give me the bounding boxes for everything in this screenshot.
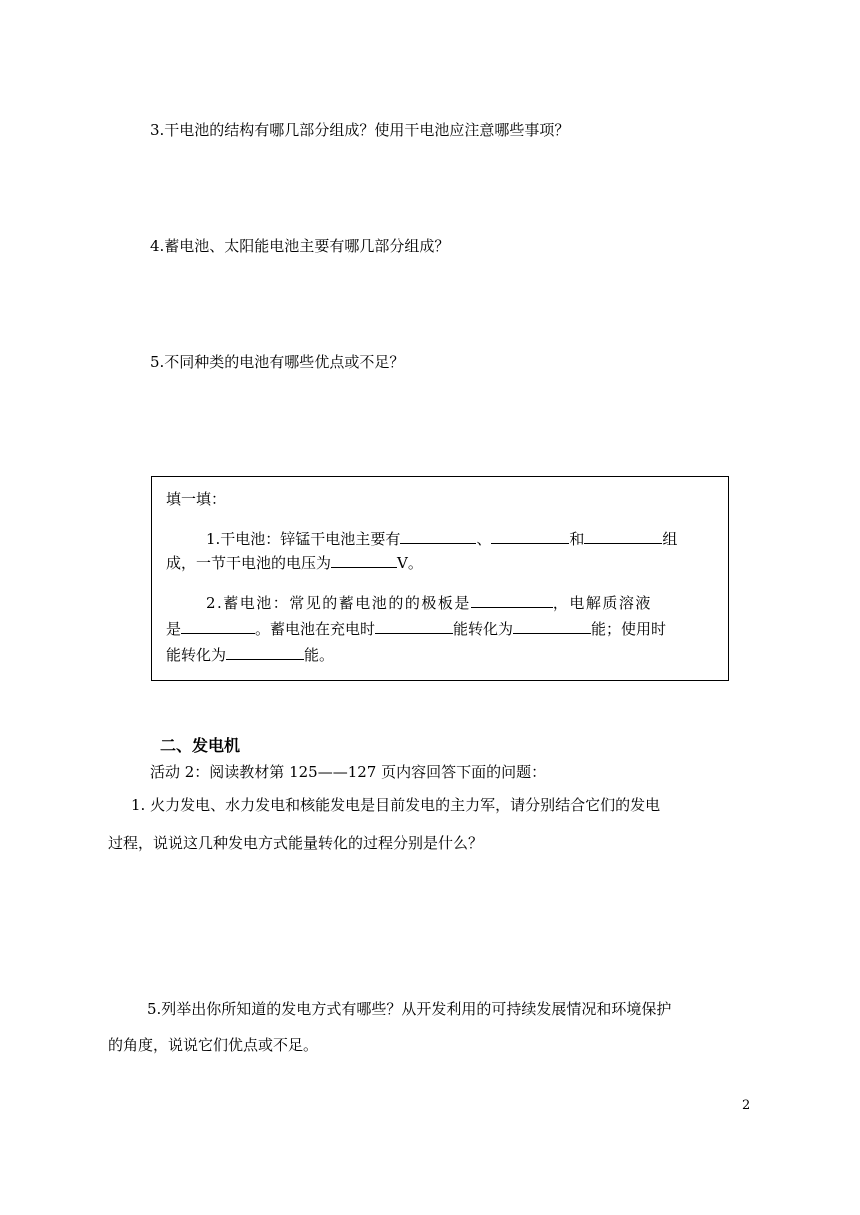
blank-plate[interactable] <box>471 591 553 608</box>
blank-electrolyte[interactable] <box>181 617 255 634</box>
question-5: 5.不同种类的电池有哪些优点或不足？ <box>150 353 405 371</box>
blank-2[interactable] <box>491 527 569 544</box>
fill-item-1-line-2 <box>166 551 423 573</box>
fill-item-1-line-1 <box>206 527 677 549</box>
fill-item-2-mid: ，电解质溶液 <box>552 594 652 612</box>
fill-in-box <box>151 476 729 681</box>
page-number: 2 <box>742 1098 751 1113</box>
fill-item-1-line2-prefix: 成，一节干电池的电压为 <box>166 554 332 572</box>
fill-item-2-line2-mid: 。蓄电池在充电时 <box>255 620 376 638</box>
blank-use-to[interactable] <box>226 643 304 660</box>
question-4: 4.蓄电池、太阳能电池主要有哪几部分组成？ <box>150 237 450 255</box>
fill-item-2-line3-mid: 能转化为 <box>166 646 227 664</box>
gen-question-5-line-1: 5.列举出你所知道的发电方式有哪些？从开发利用的可持续发展情况和环境保护 <box>147 1000 672 1018</box>
question-3: 3.干电池的结构有哪几部分组成？使用干电池应注意哪些事项？ <box>150 121 570 139</box>
fill-item-2-prefix: 2.蓄电池：常见的蓄电池的的极板是 <box>206 594 471 612</box>
gen-question-5-line-2: 的角度，说说它们优点或不足。 <box>108 1036 319 1054</box>
fill-item-2-line2-prefix: 是 <box>166 620 182 638</box>
fill-item-2-line-3 <box>166 643 334 665</box>
section-2-heading: 二、发电机 <box>160 736 241 755</box>
fill-item-1-prefix: 1.干电池：锌锰干电池主要有 <box>206 530 401 548</box>
fill-item-1-unit: V。 <box>397 554 423 572</box>
fill-item-2-line-1 <box>206 591 652 613</box>
blank-voltage[interactable] <box>331 551 397 568</box>
blank-charge-from[interactable] <box>375 617 453 634</box>
fill-item-1-end: 组 <box>662 530 678 548</box>
blank-1[interactable] <box>400 527 476 544</box>
gen-question-1-line-1: 1. 火力发电、水力发电和核能发电是目前发电的主力军，请分别结合它们的发电 <box>131 796 661 814</box>
blank-3[interactable] <box>584 527 662 544</box>
fill-item-2-line3-end: 能。 <box>304 646 335 664</box>
fill-item-2-line2-end: 能；使用时 <box>591 620 667 638</box>
fill-item-1-sep1: 、 <box>476 530 492 548</box>
fill-item-2-line2-mid2: 能转化为 <box>453 620 514 638</box>
blank-charge-to[interactable] <box>513 617 591 634</box>
fill-item-2-line-2 <box>166 617 666 639</box>
fill-box-title: 填一填： <box>166 490 227 508</box>
activity-2: 活动 2：阅读教材第 125——127 页内容回答下面的问题： <box>150 763 547 781</box>
gen-question-1-line-2: 过程，说说这几种发电方式能量转化的过程分别是什么？ <box>108 834 484 852</box>
fill-item-1-sep2: 和 <box>569 530 585 548</box>
